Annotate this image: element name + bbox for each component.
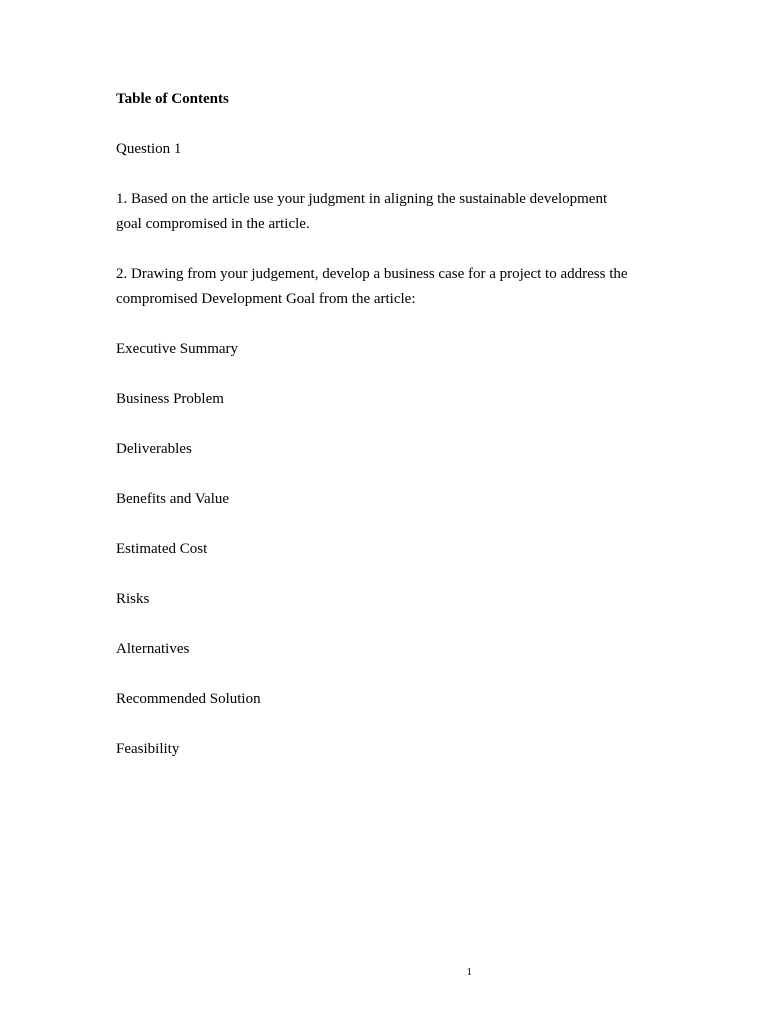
spacer: [116, 112, 656, 137]
spacer: [116, 712, 656, 737]
question-2-line-1: 2. Drawing from your judgement, develop a business case for a project to address the: [116, 266, 628, 282]
toc-item-business-problem: Business Problem: [116, 391, 224, 407]
toc-item-estimated-cost: Estimated Cost: [116, 541, 208, 557]
question-2-paragraph: [116, 262, 656, 312]
toc-item-feasibility: Feasibility: [116, 741, 180, 757]
spacer: [116, 462, 656, 487]
page-title: Table of Contents: [116, 91, 229, 107]
toc-item-risks: Risks: [116, 591, 150, 607]
toc-item-recommended-solution: Recommended Solution: [116, 691, 261, 707]
spacer: [116, 412, 656, 437]
page-number: 1: [466, 966, 472, 978]
spacer: [116, 162, 656, 187]
toc-item-executive-summary: Executive Summary: [116, 341, 239, 357]
spacer: [116, 237, 656, 262]
toc-item-deliverables: Deliverables: [116, 441, 192, 457]
question-2-line-2: compromised Development Goal from the article:: [116, 291, 416, 307]
toc-item-alternatives: Alternatives: [116, 641, 190, 657]
question-label: Question 1: [116, 141, 182, 157]
question-1-line-1: 1. Based on the article use your judgment in aligning the sustainable development: [116, 191, 608, 207]
spacer: [116, 312, 656, 337]
toc-item-benefits-and-value: Benefits and Value: [116, 491, 230, 507]
spacer: [116, 562, 656, 587]
question-1-paragraph: [116, 187, 656, 237]
spacer: [116, 512, 656, 537]
spacer: [116, 362, 656, 387]
spacer: [116, 612, 656, 637]
spacer: [116, 662, 656, 687]
question-1-line-2: goal compromised in the article.: [116, 216, 310, 232]
document-content: [116, 87, 656, 762]
